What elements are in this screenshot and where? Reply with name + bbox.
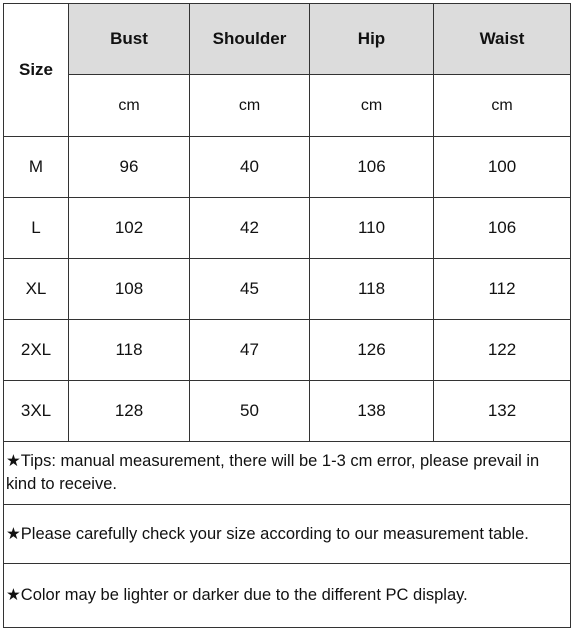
unit-row [4,75,571,137]
tips-note: ★Tips: manual measurement, there will be 1-3 cm error, please prevail in kind to receive. [4,442,571,505]
table-cell: 110 [310,198,434,259]
unit-cell: cm [69,75,190,137]
table-cell: 40 [190,137,310,198]
size-label-cell: M [4,137,69,198]
column-header-hip: Hip [310,4,434,75]
column-header-shoulder: Shoulder [190,4,310,75]
table-row [4,320,571,381]
table-cell: 45 [190,259,310,320]
table-row [4,137,571,198]
column-header-bust: Bust [69,4,190,75]
column-header-waist: Waist [434,4,571,75]
table-cell: 42 [190,198,310,259]
table-cell: 126 [310,320,434,381]
table-row [4,381,571,442]
note-row [4,505,571,564]
size-label-cell: XL [4,259,69,320]
table-cell: 100 [434,137,571,198]
table-cell: 106 [434,198,571,259]
table-cell: 112 [434,259,571,320]
unit-cell: cm [190,75,310,137]
table-cell: 47 [190,320,310,381]
table-cell: 50 [190,381,310,442]
table-row [4,259,571,320]
note-row [4,442,571,505]
table-cell: 122 [434,320,571,381]
table-cell: 102 [69,198,190,259]
table-cell: 118 [310,259,434,320]
unit-cell: cm [310,75,434,137]
size-label-cell: 2XL [4,320,69,381]
size-column-header: Size [4,4,69,137]
table-cell: 138 [310,381,434,442]
size-chart-table [3,3,571,628]
table-cell: 132 [434,381,571,442]
note-row [4,564,571,628]
table-cell: 108 [69,259,190,320]
table-cell: 128 [69,381,190,442]
size-label-cell: L [4,198,69,259]
table-row [4,198,571,259]
color-note: ★Color may be lighter or darker due to the different PC display. [4,564,571,628]
table-cell: 106 [310,137,434,198]
table-cell: 118 [69,320,190,381]
size-check-note: ★Please carefully check your size according to our measurement table. [4,505,571,564]
size-label-cell: 3XL [4,381,69,442]
unit-cell: cm [434,75,571,137]
table-cell: 96 [69,137,190,198]
header-row [4,4,571,75]
